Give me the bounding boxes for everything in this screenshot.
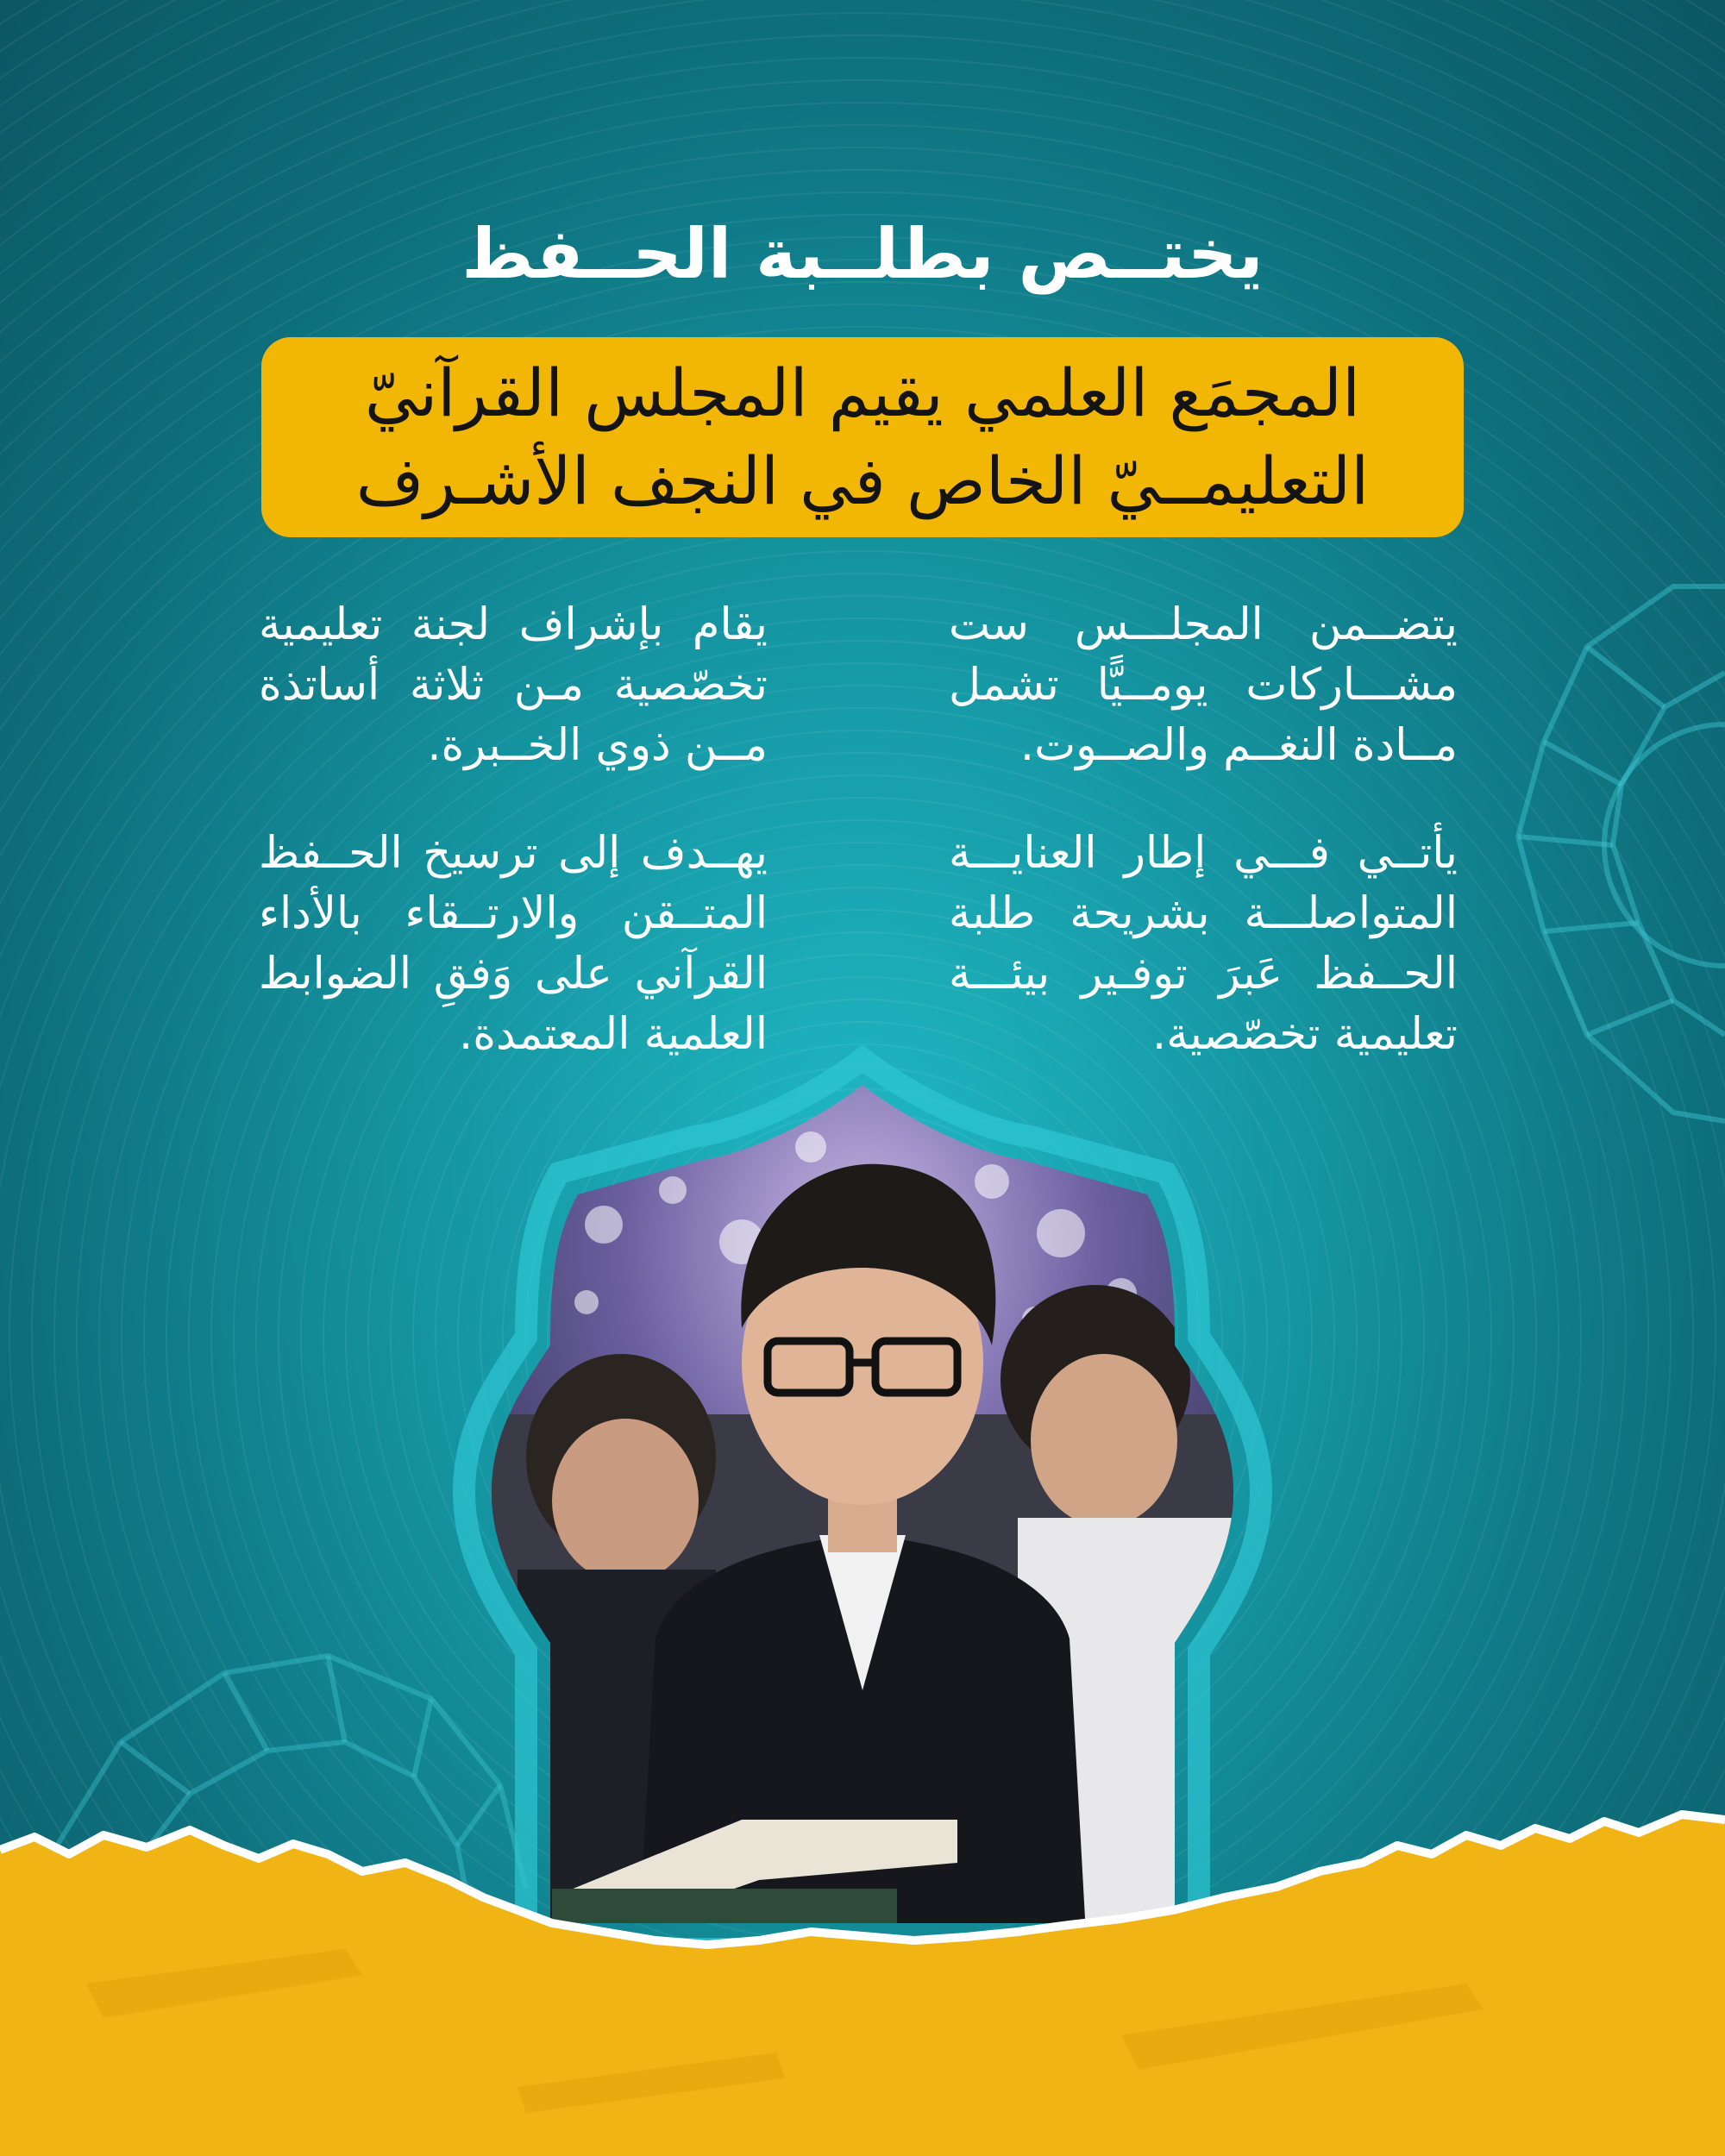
paragraph-right-top: يتضــمن المجلـــس ست مشـــاركات يومــيًّا تشمل مــادة النغــم والصــوت. xyxy=(949,599,1458,771)
headline-line-2: التعليمــيّ الخاص في النجف الأشـرف xyxy=(355,442,1370,519)
paragraph-right-bottom: يأتــي فـــي إطار العنايـــة المتواصلـــة بشريحة طلبة الحــفظ عَبرَ توفـير بيئـــة تعليمية تخصّصية. xyxy=(949,828,1458,1060)
kicker-title: يختــص بطلــبة الحــفظ xyxy=(461,214,1264,294)
paragraph-left-top: يقام بإشراف لجنة تعليمية تخصّصية مـن ثلاثة أساتذة مــن ذوي الخــبرة. xyxy=(259,599,768,771)
headline-line-1: المجمَع العلمي يقيم المجلس القرآنيّ xyxy=(364,354,1361,431)
paragraph-left-bottom: يهــدف إلى ترسيخ الحــفظ المتــقن والارتــقاء بالأداء القرآني على وَفقِ الضوابط العلمية المعتمدة. xyxy=(259,828,768,1060)
